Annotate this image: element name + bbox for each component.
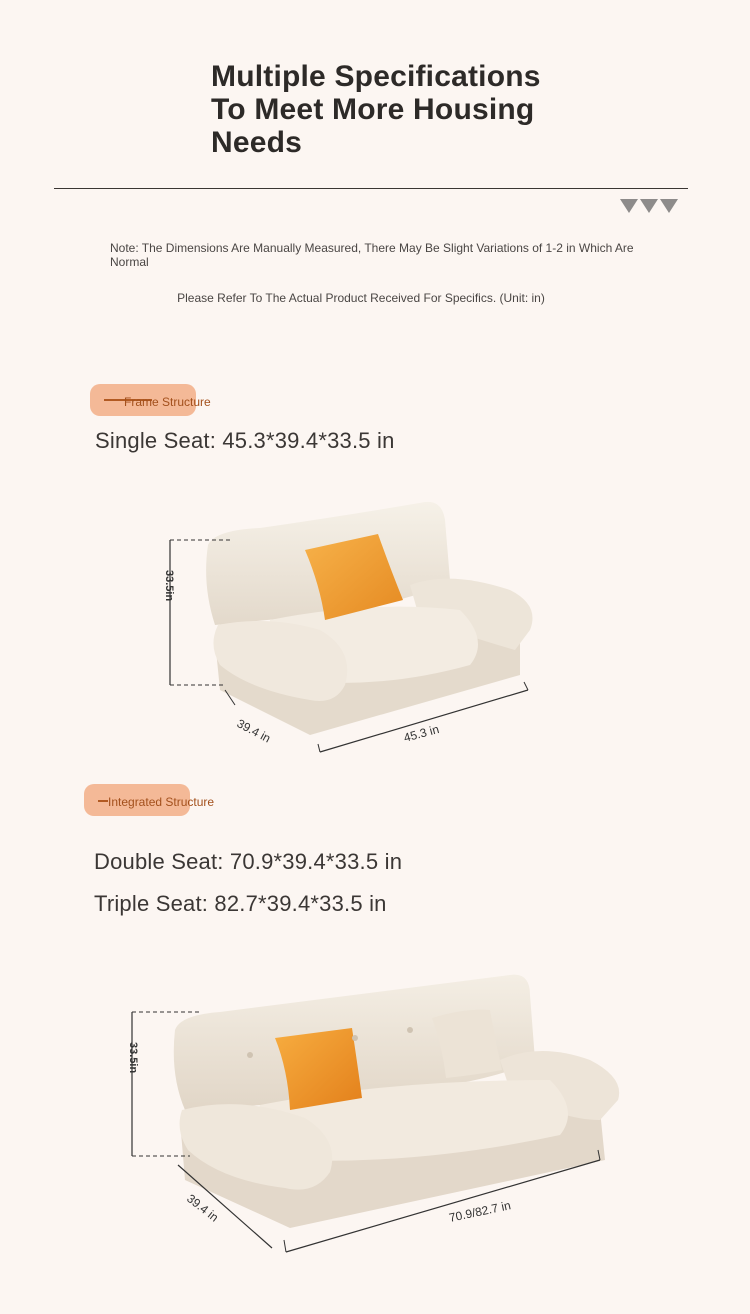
spec-triple-seat: Triple Seat: 82.7*39.4*33.5 in — [94, 891, 387, 916]
multi-width-label: 70.9/82.7 in — [447, 1198, 512, 1225]
refer-note: Please Refer To The Actual Product Received For Specifics. (Unit: in) — [177, 291, 545, 305]
single-depth-label: 39.4 in — [234, 716, 273, 746]
divider — [54, 188, 688, 189]
title-line-3: Needs — [211, 126, 303, 159]
spec-single-seat: Single Seat: 45.3*39.4*33.5 in — [95, 428, 395, 453]
page-title — [211, 60, 571, 159]
single-height-label: 33.5in — [163, 570, 175, 602]
single-seat-sofa-illustration — [120, 490, 560, 780]
spec-double-seat: Double Seat: 70.9*39.4*33.5 in — [94, 849, 403, 874]
tag-underline — [98, 800, 108, 802]
title-line-2: To Meet More Housing — [211, 93, 535, 126]
measurement-note: Note: The Dimensions Are Manually Measured, There May Be Slight Variations of 1-2 in Which Are Normal — [110, 241, 634, 269]
tag-integrated-structure: Integrated Structure — [108, 795, 215, 809]
multi-height-label: 33.5in — [127, 1042, 139, 1074]
tag-frame-structure: Frame Structure — [124, 395, 211, 409]
down-arrows-icon — [620, 199, 678, 213]
title-line-1: Multiple Specifications — [211, 60, 541, 93]
multi-depth-label: 39.4 in — [184, 1191, 222, 1225]
multi-seat-sofa-illustration — [90, 960, 650, 1270]
single-width-label: 45.3 in — [402, 722, 441, 745]
